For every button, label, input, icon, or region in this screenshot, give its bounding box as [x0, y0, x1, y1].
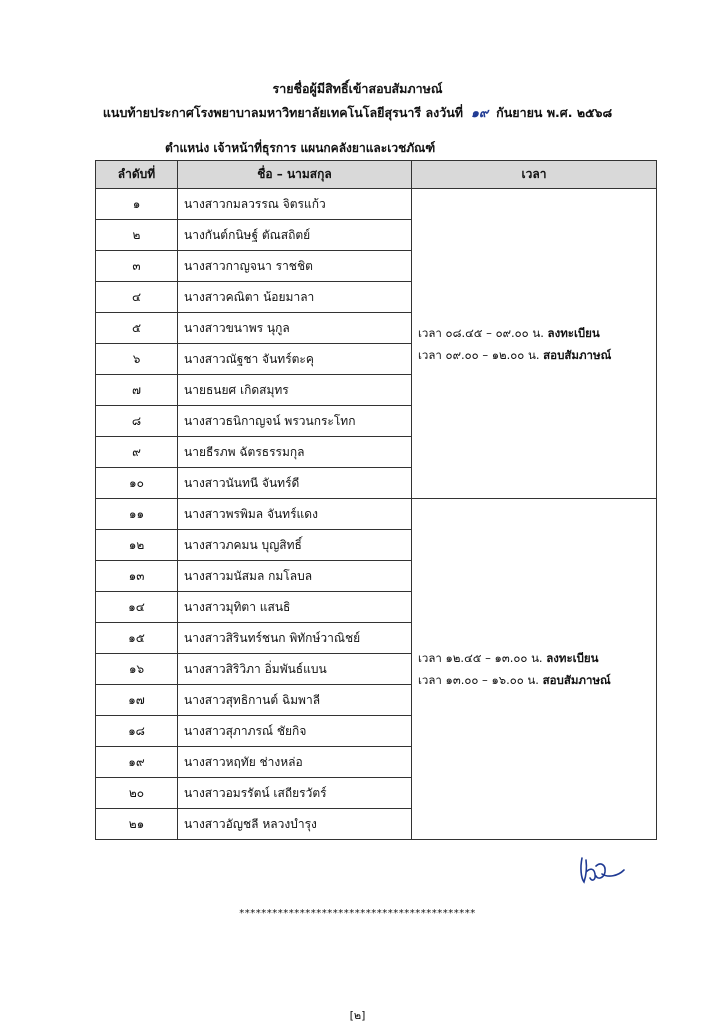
row-number: ๑๘: [96, 716, 178, 747]
end-marker: *******************************************: [239, 908, 476, 919]
registration-label: ลงทะเบียน: [547, 325, 600, 340]
subtitle-prefix: แนบท้ายประกาศโรงพยาบาลมหาวิทยาลัยเทคโนโลยีสุรนารี ลงวันที่: [102, 105, 464, 120]
row-number: ๕: [96, 313, 178, 344]
candidate-name: นางกันต์กนิษฐ์ ตัณสถิตย์: [178, 220, 412, 251]
row-number: ๒: [96, 220, 178, 251]
candidate-name: นางสาวขนาพร นุกูล: [178, 313, 412, 344]
candidate-name: นายธีรภพ ฉัตรธรรมกุล: [178, 437, 412, 468]
row-number: ๑๖: [96, 654, 178, 685]
candidate-name: นางสาวธนิกาญจน์ พรวนกระโทก: [178, 406, 412, 437]
table-header-row: [96, 161, 657, 189]
candidate-name: นางสาวสุทธิกานต์ ฉิมพาลี: [178, 685, 412, 716]
table-row: [96, 189, 657, 220]
registration-label: ลงทะเบียน: [546, 651, 599, 665]
candidate-name: นายธนยศ เกิดสมุทร: [178, 375, 412, 406]
candidate-name: นางสาวสิริวิภา อิ่มพันธ์แบน: [178, 654, 412, 685]
candidate-name: นางสาวกมลวรรณ จิตรแก้ว: [178, 189, 412, 220]
candidate-name: นางสาวอัญชลี หลวงบำรุง: [178, 809, 412, 840]
candidate-name: นางสาวหฤทัย ช่างหล่อ: [178, 747, 412, 778]
document-subtitle: [0, 105, 715, 121]
interview-line: [418, 344, 656, 366]
interview-label: สอบสัมภาษณ์: [542, 673, 611, 687]
table-body: [96, 189, 657, 840]
registration-time: เวลา ๐๘.๔๕ – ๐๙.๐๐ น.: [418, 325, 544, 340]
candidate-name: นางสาวอมรรัตน์ เสถียรวัตร์: [178, 778, 412, 809]
row-number: ๔: [96, 282, 178, 313]
candidate-name: นางสาวณัฐชา จันทร์ตะคุ: [178, 344, 412, 375]
handwritten-day: ๑๙: [471, 105, 489, 120]
subtitle-suffix: กันยายน พ.ศ. ๒๕๖๘: [496, 105, 613, 120]
candidate-name: นางสาวสิรินทร์ชนก พิทักษ์วาณิชย์: [178, 623, 412, 654]
row-number: ๑๒: [96, 530, 178, 561]
candidate-name: นางสาวมุทิตา แสนธิ: [178, 592, 412, 623]
candidate-name: นางสาวคณิตา น้อยมาลา: [178, 282, 412, 313]
row-number: ๘: [96, 406, 178, 437]
session-time-cell: [412, 189, 657, 499]
signature-icon: [574, 848, 634, 888]
interview-time: เวลา ๑๓.๐๐ – ๑๖.๐๐ น.: [418, 673, 539, 687]
row-number: ๑๐: [96, 468, 178, 499]
row-number: ๑๑: [96, 499, 178, 530]
row-number: ๙: [96, 437, 178, 468]
registration-line: [418, 647, 656, 669]
candidate-name: นางสาวภคมน บุญสิทธิ์: [178, 530, 412, 561]
candidate-name: นางสาวนันทนี จันทร์ดี: [178, 468, 412, 499]
row-number: ๒๐: [96, 778, 178, 809]
row-number: ๗: [96, 375, 178, 406]
row-number: ๑๕: [96, 623, 178, 654]
page-number: [๒]: [349, 1009, 366, 1022]
position-line: ตำแหน่ง เจ้าหน้าที่ธุรการ แผนกคลังยาและเวชภัณฑ์: [165, 141, 436, 155]
candidate-name: นางสาวพรพิมล จันทร์แดง: [178, 499, 412, 530]
candidate-table: [95, 160, 657, 840]
header-time: เวลา: [412, 161, 657, 189]
row-number: ๖: [96, 344, 178, 375]
row-number: ๓: [96, 251, 178, 282]
row-number: ๑: [96, 189, 178, 220]
interview-line: [418, 669, 656, 691]
registration-time: เวลา ๑๒.๔๕ – ๑๓.๐๐ น.: [418, 651, 543, 665]
session-time-cell: [412, 499, 657, 840]
candidate-name: นางสาวกาญจนา ราชชิต: [178, 251, 412, 282]
interview-label: สอบสัมภาษณ์: [543, 347, 612, 362]
document-title: รายชื่อผู้มีสิทธิ์เข้าสอบสัมภาษณ์: [272, 81, 443, 96]
row-number: ๒๑: [96, 809, 178, 840]
row-number: ๑๓: [96, 561, 178, 592]
header-name: ชื่อ – นามสกุล: [178, 161, 412, 189]
candidate-name: นางสาวสุภาภรณ์ ชัยกิจ: [178, 716, 412, 747]
table-row: [96, 499, 657, 530]
interview-time: เวลา ๐๙.๐๐ – ๑๒.๐๐ น.: [418, 347, 540, 362]
registration-line: [418, 322, 656, 344]
row-number: ๑๔: [96, 592, 178, 623]
candidate-name: นางสาวมนัสมล กมโลบล: [178, 561, 412, 592]
row-number: ๑๗: [96, 685, 178, 716]
row-number: ๑๙: [96, 747, 178, 778]
header-number: ลำดับที่: [96, 161, 178, 189]
